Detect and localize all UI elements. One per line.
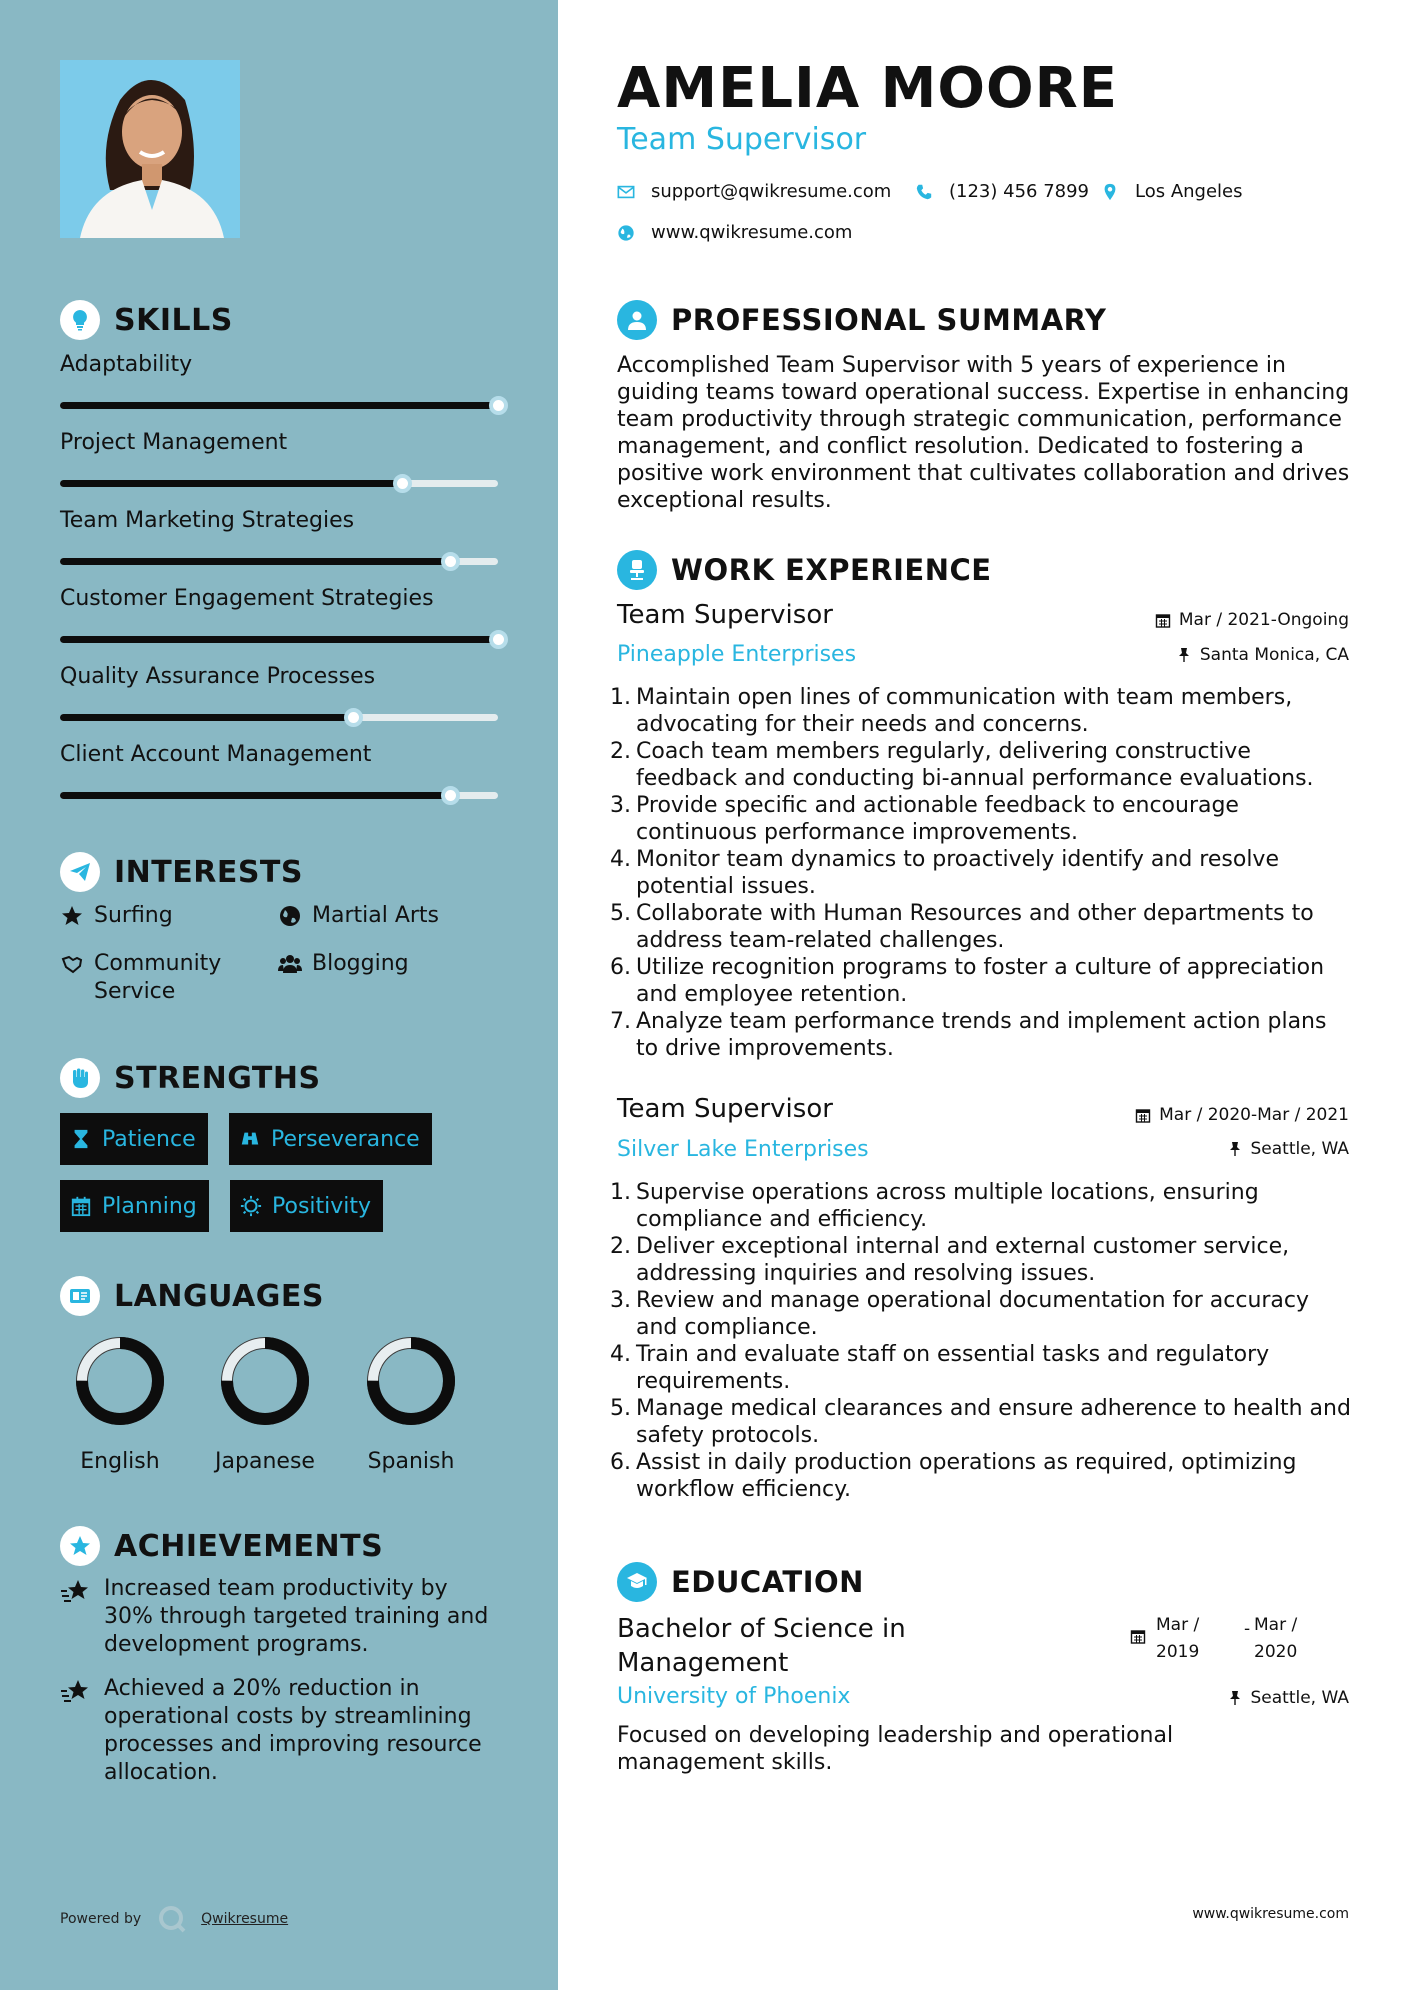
duty-item bbox=[610, 1008, 1355, 1062]
globe-icon bbox=[278, 904, 302, 928]
duty-number: 5. bbox=[610, 1396, 631, 1421]
pushpin-icon bbox=[1227, 1690, 1243, 1706]
education-title: EDUCATION bbox=[671, 1565, 864, 1599]
powered-by-label: Powered by bbox=[60, 1911, 142, 1927]
skill-item bbox=[60, 742, 500, 767]
job-date-text: Mar / 2021-Ongoing bbox=[1178, 610, 1349, 630]
calendar-icon bbox=[1155, 612, 1171, 628]
education-heading bbox=[617, 1562, 864, 1602]
strengths-heading bbox=[60, 1058, 321, 1098]
skill-bar-track bbox=[60, 636, 498, 643]
calendar-icon bbox=[1135, 1107, 1151, 1123]
skill-name: Customer Engagement Strategies bbox=[60, 586, 434, 611]
strength-label: Patience bbox=[102, 1126, 196, 1152]
skill-bar-knob bbox=[489, 396, 508, 415]
profile-photo-illustration bbox=[60, 60, 240, 238]
map-pin-icon bbox=[1101, 183, 1119, 201]
experience-title: WORK EXPERIENCE bbox=[671, 553, 992, 587]
duty-number: 3. bbox=[610, 793, 631, 818]
strength-label: Planning bbox=[102, 1193, 197, 1219]
graduation-icon bbox=[617, 1562, 657, 1602]
footer-url[interactable]: www.qwikresume.com bbox=[1192, 1906, 1349, 1922]
shooting-star-icon bbox=[60, 1577, 92, 1607]
shooting-star-icon bbox=[60, 1677, 92, 1707]
candidate-name: AMELIA MOORE bbox=[617, 56, 1118, 121]
duty-number: 2. bbox=[610, 739, 631, 764]
job-duties-list bbox=[610, 684, 1355, 1062]
skill-name: Team Marketing Strategies bbox=[60, 508, 355, 533]
duty-number: 1. bbox=[610, 1180, 631, 1205]
interest-item-surfing bbox=[60, 902, 173, 930]
pushpin-icon bbox=[1176, 647, 1192, 663]
hourglass-icon bbox=[70, 1128, 92, 1150]
education-location-text: Seattle, WA bbox=[1250, 1688, 1349, 1708]
duty-text: Provide specific and actionable feedback to encourage continuous performance improvements. bbox=[636, 793, 1239, 845]
strength-tag-positivity bbox=[230, 1180, 383, 1232]
interest-item-blogging bbox=[278, 950, 409, 978]
education-start-date: Mar / 2019 bbox=[1156, 1615, 1200, 1662]
achievements-title: ACHIEVEMENTS bbox=[114, 1528, 384, 1564]
skills-heading bbox=[60, 300, 233, 340]
skill-bar-fill bbox=[60, 792, 450, 799]
strength-label: Positivity bbox=[272, 1193, 372, 1219]
office-chair-icon bbox=[617, 550, 657, 590]
job-date bbox=[1135, 1105, 1349, 1125]
phone-icon bbox=[915, 183, 933, 201]
pushpin-icon bbox=[1227, 1141, 1243, 1157]
duty-text: Monitor team dynamics to proactively identify and resolve potential issues. bbox=[636, 847, 1279, 899]
job-date bbox=[1155, 610, 1349, 630]
language-card-icon bbox=[60, 1276, 100, 1316]
skill-bar-knob bbox=[344, 708, 363, 727]
powered-by bbox=[60, 1904, 288, 1934]
duty-item bbox=[610, 1395, 1355, 1449]
achievement-item bbox=[60, 1675, 500, 1787]
duty-item bbox=[610, 738, 1355, 792]
user-icon bbox=[617, 300, 657, 340]
qwikresume-logo-icon bbox=[157, 1904, 187, 1934]
summary-title: PROFESSIONAL SUMMARY bbox=[671, 303, 1107, 337]
lightbulb-icon bbox=[60, 300, 100, 340]
duty-item bbox=[610, 1287, 1355, 1341]
duty-text: Manage medical clearances and ensure adherence to health and safety protocols. bbox=[636, 1396, 1351, 1448]
job-title: Team Supervisor bbox=[617, 1094, 833, 1124]
duty-text: Collaborate with Human Resources and other departments to address team-related challenges. bbox=[636, 901, 1314, 953]
qwikresume-link[interactable]: Qwikresume bbox=[201, 1911, 289, 1927]
skill-bar-fill bbox=[60, 714, 353, 721]
job-location bbox=[1227, 1139, 1350, 1159]
education-end-date: Mar / 2020 bbox=[1254, 1615, 1298, 1662]
experience-heading bbox=[617, 550, 992, 590]
job-location-text: Santa Monica, CA bbox=[1199, 645, 1349, 665]
skill-bar-track bbox=[60, 714, 498, 721]
duty-number: 4. bbox=[610, 847, 631, 872]
email-text[interactable]: support@qwikresume.com bbox=[651, 181, 892, 202]
skill-bar-track bbox=[60, 792, 498, 799]
education-date-separator: - bbox=[1244, 1619, 1251, 1639]
education-location bbox=[1227, 1688, 1350, 1708]
contact-location bbox=[1101, 181, 1243, 202]
duty-text: Analyze team performance trends and implement action plans to drive improvements. bbox=[636, 1009, 1327, 1061]
languages-heading bbox=[60, 1276, 324, 1316]
skill-bar-track bbox=[60, 480, 498, 487]
job-company: Silver Lake Enterprises bbox=[617, 1137, 869, 1162]
duty-item bbox=[610, 1179, 1355, 1233]
interests-title: INTERESTS bbox=[114, 854, 303, 890]
profile-photo bbox=[60, 60, 240, 238]
interest-label: Blogging bbox=[312, 951, 409, 976]
job-duties-list bbox=[610, 1179, 1355, 1503]
strengths-title: STRENGTHS bbox=[114, 1060, 321, 1096]
skill-bar-fill bbox=[60, 636, 498, 643]
duty-number: 5. bbox=[610, 901, 631, 926]
summary-heading bbox=[617, 300, 1106, 340]
envelope-icon bbox=[617, 183, 635, 201]
skill-bar-fill bbox=[60, 480, 402, 487]
candidate-title: Team Supervisor bbox=[617, 122, 867, 157]
interest-label: Community Service bbox=[94, 951, 222, 1004]
duty-item bbox=[610, 846, 1355, 900]
strength-tag-planning bbox=[60, 1180, 209, 1232]
skill-bar-knob bbox=[489, 630, 508, 649]
duty-text: Assist in daily production operations as required, optimizing workflow efficiency. bbox=[636, 1450, 1297, 1502]
duty-text: Deliver exceptional internal and external customer service, addressing inquiries and resolving issues. bbox=[636, 1234, 1290, 1286]
skill-item bbox=[60, 508, 500, 533]
duty-number: 6. bbox=[610, 955, 631, 980]
star-badge-icon bbox=[60, 1526, 100, 1566]
language-name: Spanish bbox=[367, 1449, 455, 1474]
binoculars-icon bbox=[239, 1128, 261, 1150]
location-text: Los Angeles bbox=[1135, 181, 1243, 202]
duty-item bbox=[610, 684, 1355, 738]
job-title: Team Supervisor bbox=[617, 600, 833, 630]
language-item bbox=[341, 1333, 481, 1474]
interest-item-community-service bbox=[60, 950, 260, 1006]
achievements-heading bbox=[60, 1526, 383, 1566]
duty-item bbox=[610, 1341, 1355, 1395]
education-description: Focused on developing leadership and operational management skills. bbox=[617, 1723, 1174, 1775]
star-icon bbox=[60, 904, 84, 928]
skill-item bbox=[60, 430, 500, 455]
duty-text: Review and manage operational documentation for accuracy and compliance. bbox=[636, 1288, 1310, 1340]
school-name: University of Phoenix bbox=[617, 1684, 851, 1709]
duty-item bbox=[610, 954, 1355, 1008]
duty-number: 7. bbox=[610, 1009, 631, 1034]
skill-bar-fill bbox=[60, 558, 450, 565]
skill-bar-knob bbox=[441, 786, 460, 805]
duty-item bbox=[610, 792, 1355, 846]
achievement-text: Increased team productivity by 30% through targeted training and development programs. bbox=[104, 1576, 489, 1657]
skill-bar-knob bbox=[393, 474, 412, 493]
duty-item bbox=[610, 1449, 1355, 1503]
interest-item-martial-arts bbox=[278, 902, 439, 930]
duty-number: 3. bbox=[610, 1288, 631, 1313]
fist-icon bbox=[60, 1058, 100, 1098]
skill-bar-knob bbox=[441, 552, 460, 571]
achievement-text: Achieved a 20% reduction in operational costs by streamlining processes and improving resource allocation. bbox=[104, 1676, 482, 1785]
skill-item bbox=[60, 664, 500, 689]
skill-name: Quality Assurance Processes bbox=[60, 664, 376, 689]
globe-icon bbox=[617, 224, 635, 242]
duty-text: Supervise operations across multiple locations, ensuring compliance and efficiency. bbox=[636, 1180, 1259, 1232]
calendar-icon bbox=[70, 1195, 92, 1217]
job-date-text: Mar / 2020-Mar / 2021 bbox=[1159, 1105, 1349, 1125]
degree-title: Bachelor of Science in Management bbox=[617, 1614, 906, 1678]
languages-title: LANGUAGES bbox=[114, 1278, 324, 1314]
language-level-ring bbox=[72, 1333, 168, 1429]
skill-name: Project Management bbox=[60, 430, 288, 455]
strength-tag-perseverance bbox=[229, 1113, 432, 1165]
achievement-item bbox=[60, 1575, 500, 1659]
duty-number: 4. bbox=[610, 1342, 631, 1367]
users-icon bbox=[278, 952, 302, 976]
paper-plane-icon bbox=[60, 852, 100, 892]
contact-email[interactable] bbox=[617, 181, 891, 202]
duty-text: Utilize recognition programs to foster a culture of appreciation and employee retention. bbox=[636, 955, 1325, 1007]
duty-item bbox=[610, 900, 1355, 954]
skill-bar-fill bbox=[60, 402, 498, 409]
calendar-icon bbox=[1130, 1628, 1146, 1644]
duty-text: Train and evaluate staff on essential tasks and regulatory requirements. bbox=[636, 1342, 1270, 1394]
skill-item bbox=[60, 352, 500, 377]
skill-item bbox=[60, 586, 500, 611]
language-item bbox=[195, 1333, 335, 1474]
interests-heading bbox=[60, 852, 303, 892]
strength-label: Perseverance bbox=[271, 1126, 420, 1152]
duty-text: Maintain open lines of communication with team members, advocating for their needs and concerns. bbox=[636, 685, 1293, 737]
job-location bbox=[1176, 645, 1349, 665]
job-company: Pineapple Enterprises bbox=[617, 642, 857, 667]
contact-website[interactable] bbox=[617, 222, 852, 243]
language-item bbox=[50, 1333, 190, 1474]
phone-text[interactable]: (123) 456 7899 bbox=[949, 181, 1090, 202]
duty-number: 1. bbox=[610, 685, 631, 710]
sun-icon bbox=[240, 1195, 262, 1217]
skill-name: Client Account Management bbox=[60, 742, 372, 767]
skills-title: SKILLS bbox=[114, 302, 233, 338]
strength-tag-patience bbox=[60, 1113, 208, 1165]
skill-name: Adaptability bbox=[60, 352, 193, 377]
skill-bar-track bbox=[60, 402, 498, 409]
skill-bar-track bbox=[60, 558, 498, 565]
sidebar bbox=[0, 0, 558, 1990]
language-name: Japanese bbox=[215, 1449, 315, 1474]
website-text[interactable]: www.qwikresume.com bbox=[651, 222, 853, 243]
summary-text: Accomplished Team Supervisor with 5 years of experience in guiding teams toward operational success. Expertise in enhancing team productivity through strategic communication, performance management, and conflict resolution. Dedicated to fostering a positive work environment that cultivates collaboration and drives exceptional results. bbox=[617, 353, 1350, 513]
interest-label: Martial Arts bbox=[312, 903, 440, 928]
contact-phone[interactable] bbox=[915, 181, 1089, 202]
language-level-ring bbox=[363, 1333, 459, 1429]
interest-label: Surfing bbox=[94, 903, 173, 928]
job-location-text: Seattle, WA bbox=[1250, 1139, 1349, 1159]
duty-item bbox=[610, 1233, 1355, 1287]
duty-number: 6. bbox=[610, 1450, 631, 1475]
language-level-ring bbox=[217, 1333, 313, 1429]
duty-number: 2. bbox=[610, 1234, 631, 1259]
duty-text: Coach team members regularly, delivering constructive feedback and conducting bi-annual performance evaluations. bbox=[636, 739, 1314, 791]
handshake-icon bbox=[60, 952, 84, 976]
language-name: English bbox=[80, 1449, 160, 1474]
